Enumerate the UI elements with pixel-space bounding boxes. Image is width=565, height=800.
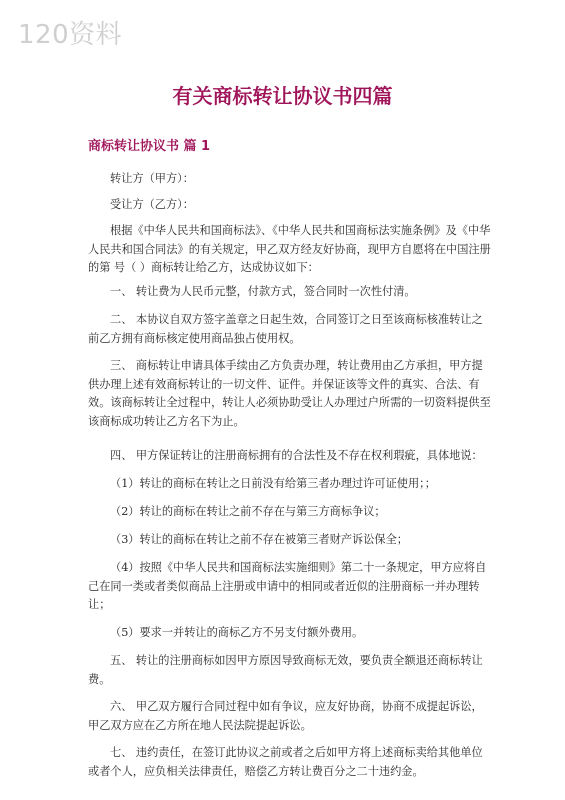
paragraph-item-3: （3）转让的商标在转让之前不存在被第三者财产诉讼保全； [110, 533, 408, 546]
section-title: 商标转让协议书 篇 1 [88, 139, 211, 154]
paragraph-transferor: 转让方（甲方）： [110, 172, 194, 185]
paragraph-clause-4: 四、 甲方保证转让的注册商标拥有的合法性及不存在权利瑕疵，具体地说： [110, 449, 483, 462]
document-title: 有关商标转让协议书四篇 [172, 84, 393, 108]
paragraph-item-5: （5）要求一并转让的商标乙方不另支付额外费用。 [110, 626, 364, 639]
paragraph-clause-2: 二、 本协议自双方签字盖章之日起生效，合同签订之日至该商标核准转让之前乙方拥有商标核定使用商品独占使用权。 [88, 313, 483, 345]
paragraph-clause-1: 一、 转让费为人民币元整，付款方式，签合同时一次性付清。 [110, 285, 416, 298]
paragraph-item-4: （4）按照《中华人民共和国商标法实施细则》第二十一条规定，甲方应将自己在同一类或者类似商品上注册或申请中的相同或者近似的注册商标一并办理转让； [88, 561, 487, 611]
paragraph-item-1: （1）转让的商标在转让之日前没有给第三者办理过许可证使用；； [110, 477, 436, 490]
paragraph-clause-5: 五、 转让的注册商标如因甲方原因导致商标无效，要负责全额退还商标转让费。 [88, 654, 483, 686]
paragraph-clause-6: 六、 甲乙双方履行合同过程中如有争议，应友好协商，协商不成提起诉讼，甲乙双方应在乙方所在地人民法院提起诉讼。 [88, 700, 483, 732]
paragraph-preamble: 根据《中华人民共和国商标法》、《中华人民共和国商标法实施条例》及《中华人民共和国合同法》的有关规定，甲乙双方经友好协商，现甲方自愿将在中国注册的第 号（ ）商标转让给乙方，达成协议如下： [88, 224, 491, 274]
watermark-logo: 120资料 [18, 20, 123, 50]
paragraph-clause-3: 三、 商标转让申请具体手续由乙方负责办理，转让费用由乙方承担，甲方提供办理上述有效商标转让的一切文件、证件。并保证该等文件的真实、合法、有效。该商标转让全过程中，转让人必须协助受让人办理过户所需的一切资料提供至该商标成功转让乙方名下为止。 [88, 359, 491, 428]
paragraph-clause-7: 七、 违约责任，在签订此协议之前或者之后如甲方将上述商标卖给其他单位或者个人，应负相关法律责任，赔偿乙方转让费百分之二十违约金。 [88, 746, 483, 778]
paragraph-item-2: （2）转让的商标在转让之前不存在与第三方商标争议； [110, 505, 386, 518]
paragraph-transferee: 受让方（乙方）： [110, 198, 194, 211]
